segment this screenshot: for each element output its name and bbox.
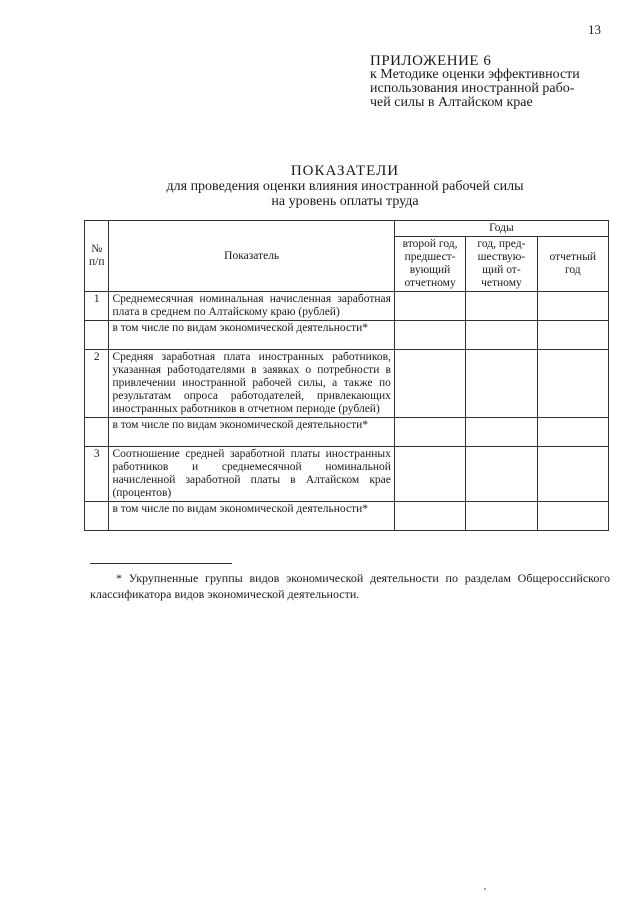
appendix-line: чей силы в Алтайском крае <box>370 95 533 110</box>
appendix-block <box>370 54 620 110</box>
value-cell <box>394 292 465 321</box>
row-indicator: в том числе по видам экономической деятельности* <box>109 418 394 447</box>
appendix-line: к Методике оценки эффективности <box>370 67 580 82</box>
table-row <box>85 321 609 350</box>
heading-line-2: на уровень оплаты труда <box>271 194 419 209</box>
value-cell <box>537 350 608 418</box>
table-row <box>85 502 609 531</box>
header-num: № п/п <box>85 221 109 292</box>
header-year-1-before: год, пред-шествую-щий от-четному <box>466 237 537 292</box>
row-num: 3 <box>85 447 109 502</box>
value-cell <box>466 321 537 350</box>
row-indicator: Среднемесячная номинальная начисленная заработная плата в среднем по Алтайскому краю (рублей) <box>109 292 394 321</box>
value-cell <box>537 447 608 502</box>
table-row <box>85 447 609 502</box>
appendix-title: ПРИЛОЖЕНИЕ 6 <box>370 53 492 69</box>
value-cell <box>466 350 537 418</box>
row-indicator: Соотношение средней заработной платы иностранных работников и среднемесячной номинальной начисленной заработной платы в Алтайском крае (процентов) <box>109 447 394 502</box>
row-indicator: в том числе по видам экономической деятельности* <box>109 321 394 350</box>
heading-title: ПОКАЗАТЕЛИ <box>290 163 400 179</box>
scan-speck <box>484 888 486 890</box>
value-cell <box>466 292 537 321</box>
header-indicator: Показатель <box>109 221 394 292</box>
value-cell <box>537 418 608 447</box>
value-cell <box>537 321 608 350</box>
value-cell <box>394 350 465 418</box>
header-years: Годы <box>394 221 608 237</box>
indicators-table <box>84 220 609 531</box>
table-row <box>85 292 609 321</box>
row-num: 1 <box>85 292 109 321</box>
value-cell <box>466 502 537 531</box>
row-indicator: Средняя заработная плата иностранных работников, указанная работодателями в заявках о потребности в привлечении иностранной рабочей силы, а также по результатам опроса работодателей, привлекающих иностранных работников в отчетном периоде (рублей) <box>109 350 394 418</box>
value-cell <box>394 447 465 502</box>
value-cell <box>466 447 537 502</box>
appendix-line: использования иностранной рабо- <box>370 81 575 96</box>
header-year-2-before: второй год, предшест-вующий отчетному <box>394 237 465 292</box>
table-row <box>85 418 609 447</box>
document-heading <box>80 164 610 209</box>
table-row <box>85 350 609 418</box>
header-reporting-year: отчетный год <box>537 237 608 292</box>
value-cell <box>537 292 608 321</box>
row-indicator: в том числе по видам экономической деятельности* <box>109 502 394 531</box>
page-number: 13 <box>588 22 601 37</box>
table-header-row <box>85 221 609 237</box>
row-num: 2 <box>85 350 109 418</box>
heading-line-1: для проведения оценки влияния иностранной рабочей силы <box>166 179 524 194</box>
row-num <box>85 418 109 447</box>
row-num <box>85 502 109 531</box>
value-cell <box>394 502 465 531</box>
footnote: * Укрупненные группы видов экономической деятельности по разделам Общероссийского классификатора видов экономической деятельности. <box>90 571 610 601</box>
value-cell <box>394 418 465 447</box>
value-cell <box>537 502 608 531</box>
row-num <box>85 321 109 350</box>
value-cell <box>394 321 465 350</box>
value-cell <box>466 418 537 447</box>
footnote-divider <box>90 563 232 564</box>
